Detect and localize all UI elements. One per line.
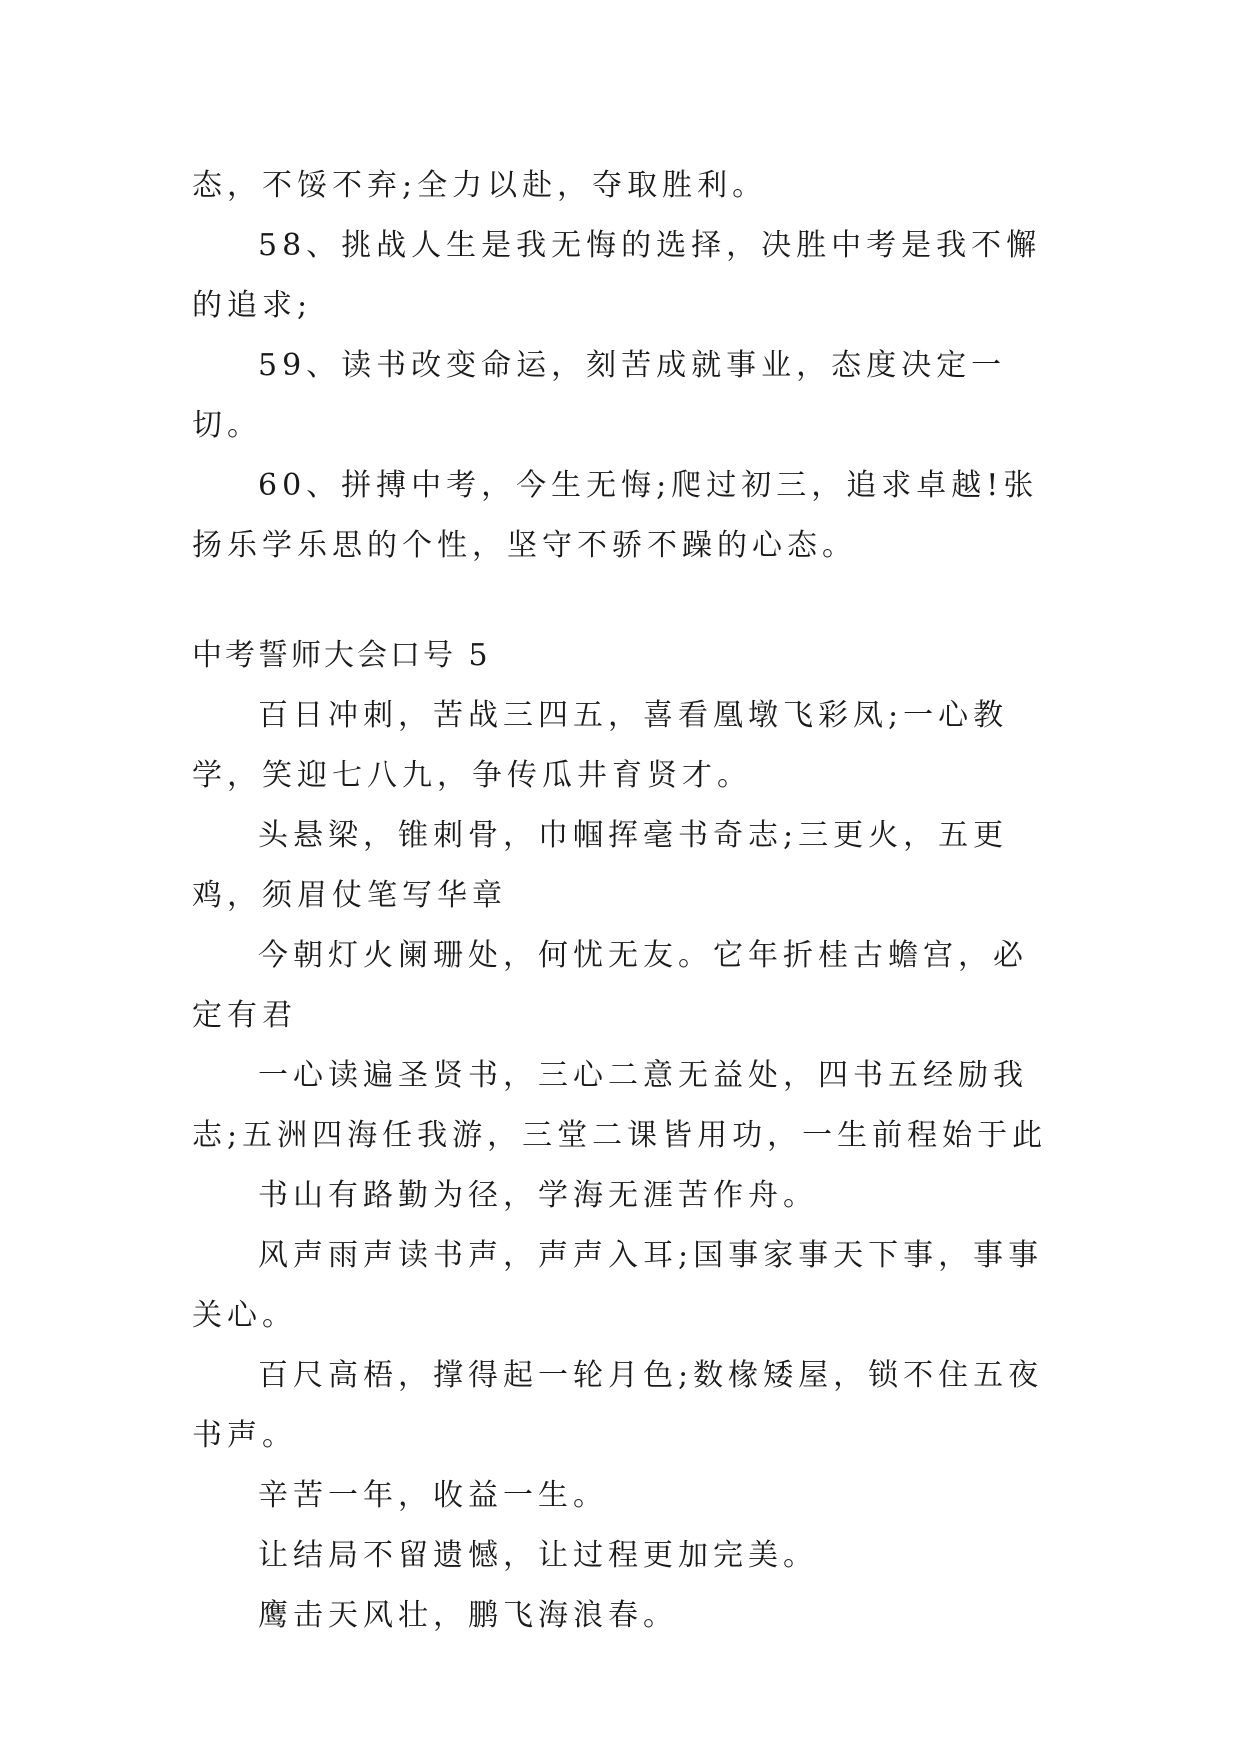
paragraph: 一心读遍圣贤书，三心二意无益处，四书五经励我志;五洲四海任我游，三堂二课皆用功，一生前程始于此: [192, 1058, 1048, 1153]
paragraph: 今朝灯火阑珊处，何忧无友。它年折桂古蟾宫，必定有君: [192, 938, 1028, 1033]
paragraph: 辛苦一年，收益一生。: [258, 1478, 608, 1513]
paragraph: 头悬梁，锥刺骨，巾帼挥毫书奇志;三更火，五更鸡，须眉仗笔写华章: [192, 818, 1009, 913]
paragraph-item-58: 58、挑战人生是我无悔的选择，决胜中考是我不懈的追求;: [192, 228, 1042, 323]
paragraph: 风声雨声读书声，声声入耳;国事家事天下事，事事关心。: [192, 1238, 1044, 1333]
document-page: [192, 156, 1058, 1646]
paragraph-item-59: 59、读书改变命运，刻苦成就事业，态度决定一切。: [192, 348, 1007, 443]
paragraph-continuation: 态，不馁不弃;全力以赴，夺取胜利。: [192, 168, 768, 203]
paragraph: 百日冲刺，苦战三四五，喜看凰墩飞彩凤;一心教学，笑迎七八九，争传瓜井育贤才。: [192, 698, 1009, 793]
paragraph: 百尺高梧，撑得起一轮月色;数椽矮屋，锁不住五夜书声。: [192, 1358, 1044, 1453]
paragraph: 书山有路勤为径，学海无涯苦作舟。: [258, 1178, 818, 1213]
section-title: 中考誓师大会口号 5: [192, 638, 491, 673]
paragraph: 让结局不留遗憾，让过程更加完美。: [258, 1538, 818, 1573]
paragraph-item-60: 60、拼搏中考，今生无悔;爬过初三，追求卓越!张扬乐学乐思的个性，坚守不骄不躁的心态。: [192, 468, 1039, 563]
paragraph: 鹰击天风壮，鹏飞海浪春。: [258, 1598, 678, 1633]
